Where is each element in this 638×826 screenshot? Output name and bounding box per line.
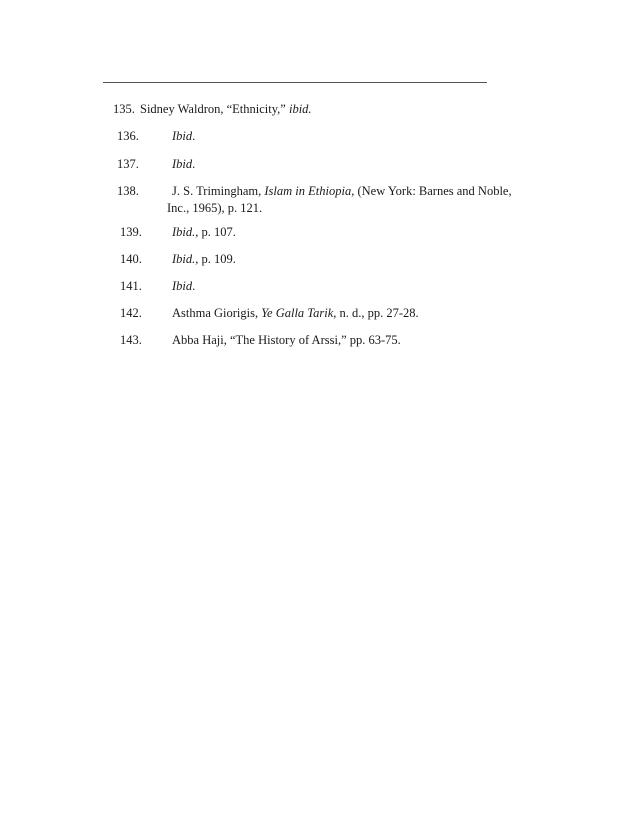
footnote-text [172,128,195,144]
footnote-text [172,305,419,321]
footnote-text-italic: ibid. [288,102,312,116]
footnote-number: 137. [117,157,139,171]
footnote-text-part: J. S. Trimingham, [172,184,265,198]
footnote-text [172,156,195,172]
footnote-text [172,251,236,267]
footnote-text [172,183,512,199]
footnote-text-italic: Ibid [172,157,193,171]
footnote-text-part: . [192,157,196,171]
footnote-text-part: p. 107. [198,225,236,239]
footnote-138-continuation: Inc., 1965), p. 121. [167,201,263,215]
footnote-text-part: Abba Haji, “The History of Arssi,” pp. 63-75. [172,333,401,347]
footnote-number: 138. [117,184,139,198]
footnote-text-italic: Ibid., [172,225,199,239]
footnote-text-italic: Ye Galla Tarik, [261,306,337,320]
footnote-text [172,224,236,240]
footnote-text [172,332,401,348]
footnote-text-italic: Ibid., [172,252,199,266]
footnote-text-part: n. d., pp. 27-28. [336,306,419,320]
footnote-number: 136. [117,129,139,143]
footnote-text-italic: Ibid [172,129,193,143]
footnote-text-italic: Ibid [172,279,193,293]
footnote-text-part: . [192,279,196,293]
footnote-text-part: . [192,129,196,143]
footnote-text [172,278,195,294]
footnote-number: 140. [120,252,142,266]
footnote-number: 141. [120,279,142,293]
footnote-separator-rule [103,82,487,83]
footnote-text-part: Asthma Giorigis, [172,306,262,320]
footnote-text-part: (New York: Barnes and Noble, [354,184,512,198]
footnote-number: 135. [113,102,135,116]
footnote-number: 143. [120,333,142,347]
footnote-number: 142. [120,306,142,320]
footnote-text-part: Sidney Waldron, “Ethnicity,” [140,102,289,116]
footnote-text [140,101,312,117]
footnote-text-part: p. 109. [198,252,236,266]
footnote-number: 139. [120,225,142,239]
footnote-text-italic: Islam in Ethiopia, [264,184,355,198]
